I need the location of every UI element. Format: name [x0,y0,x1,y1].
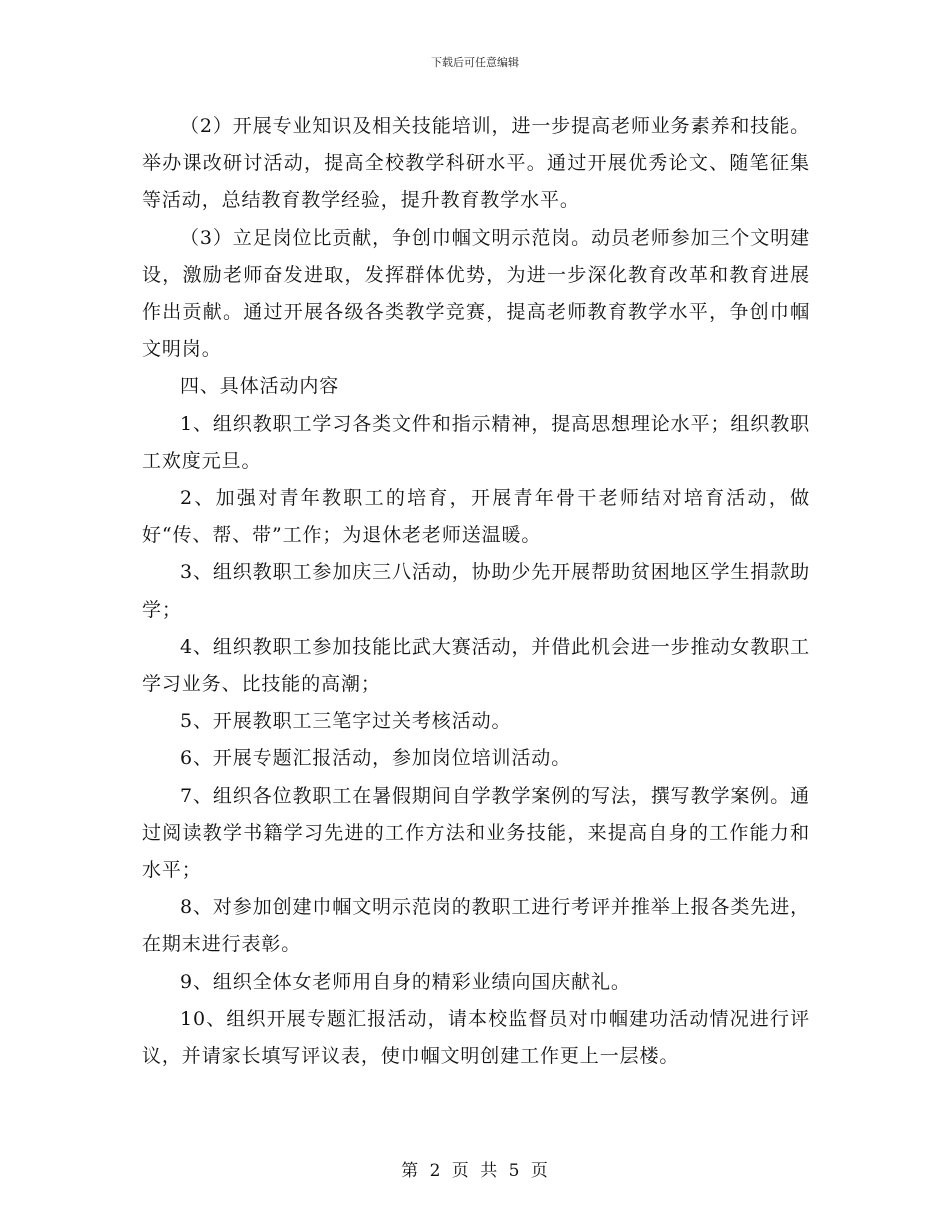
activity-item-7: 7、组织各位教职工在暑假期间自学教学案例的写法，撰写教学案例。通过阅读教学书籍学习先进的工作方法和业务技能，来提高自身的工作能力和水平； [142,784,810,882]
page-number: 第 2 页 共 5 页 [401,1161,549,1181]
activity-item-3: 3、组织教职工参加庆三八活动，协助少先开展帮助贫困地区学生捐款助学； [142,561,810,621]
document-body [142,108,810,1075]
activity-item-8: 8、对参加创建巾帼文明示范岗的教职工进行考评并推举上报各类先进，在期末进行表彰。 [142,896,810,956]
activity-item-10: 10、组织开展专题汇报活动，请本校监督员对巾帼建功活动情况进行评议，并请家长填写评议表，使巾帼文明创建工作更上一层楼。 [142,1007,810,1068]
activity-item-6: 6、开展专题汇报活动，参加岗位培训活动。 [180,747,572,770]
activity-item-4: 4、组织教职工参加技能比武大赛活动，并借此机会进一步推动女教职工学习业务、比技能的高潮； [142,635,810,696]
activity-item-1: 1、组织教职工学习各类文件和指示精神，提高思想理论水平；组织教职工欢度元旦。 [142,412,810,472]
paragraph-item-3-post-contribution: （3）立足岗位比贡献，争创巾帼文明示范岗。动员老师参加三个文明建设，激励老师奋发进取，发挥群体优势，为进一步深化教育改革和教育进展作出贡献。通过开展各级各类教学竞赛，提高老师教育教学水平，争创巾帼文明岗。 [142,226,810,361]
activity-item-2: 2、加强对青年教职工的培育，开展青年骨干老师结对培育活动，做好“传、帮、带”工作；为退休老老师送温暖。 [142,487,810,547]
section-heading-activities: 四、具体活动内容 [180,375,340,398]
paragraph-item-2-training: （2）开展专业知识及相关技能培训，进一步提高老师业务素养和技能。举办课改研讨活动，提高全校教学科研水平。通过开展优秀论文、随笔征集等活动，总结教育教学经验，提升教育教学水平。 [142,115,810,212]
page-header: 下载后可任意编辑 [431,56,519,69]
activity-item-5: 5、开展教职工三笔字过关考核活动。 [180,710,512,733]
activity-item-9: 9、组织全体女老师用自身的精彩业绩向国庆献礼。 [180,970,631,993]
